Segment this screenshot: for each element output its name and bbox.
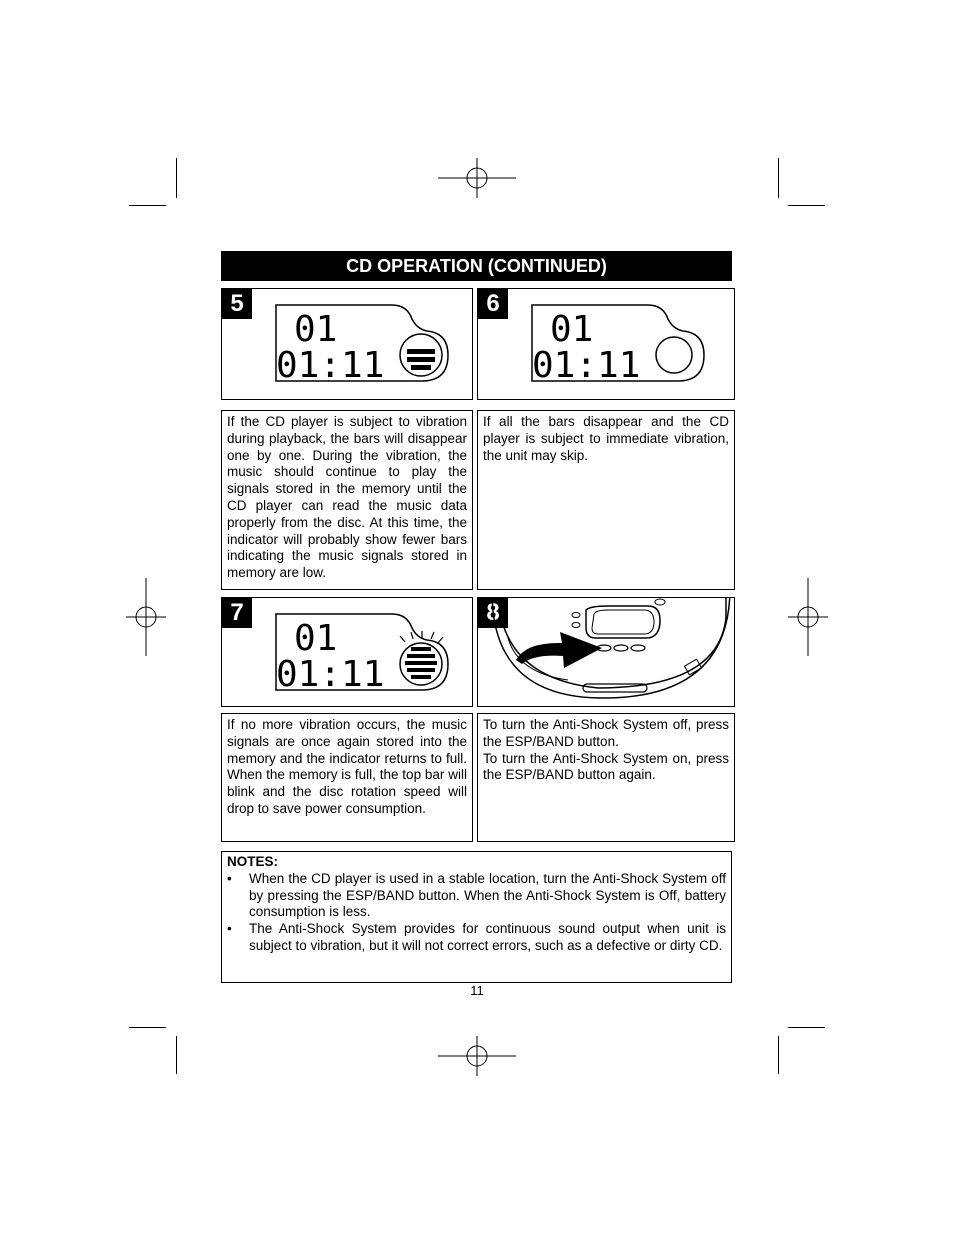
registration-mark-right-icon xyxy=(788,578,828,656)
svg-text:01: 01 xyxy=(550,309,594,350)
section-title: CD OPERATION (CONTINUED) xyxy=(221,251,732,281)
notes-box xyxy=(221,851,732,983)
registration-mark-bottom-icon xyxy=(438,1036,516,1076)
lcd-display-icon xyxy=(272,303,454,385)
lcd-track-text: 01 xyxy=(294,309,338,350)
step-6-illustration xyxy=(477,288,735,400)
step-7-illustration xyxy=(221,597,473,707)
step-8-description: To turn the Anti-Shock System off, press the ESP/BAND button. To turn the Anti-Shock System on, press the ESP/BAND button again. xyxy=(477,713,735,842)
cd-player-icon xyxy=(478,598,734,706)
svg-text:01:11: 01:11 xyxy=(276,654,385,694)
step-number-badge: 8 xyxy=(478,598,508,628)
bullet: • xyxy=(227,870,232,886)
step-number-badge: 6 xyxy=(478,289,508,319)
step-5-illustration xyxy=(221,288,473,400)
step-7-description: If no more vibration occurs, the music signals are once again stored into the memory and the indicator returns to full. When the memory is full, the top bar will blink and the disc rotation speed will drop to save power consumption. xyxy=(221,713,473,842)
notes-list xyxy=(227,871,726,955)
svg-text:01: 01 xyxy=(294,618,338,659)
list-item: • The Anti-Shock System provides for continuous sound output when unit is subject to vibration, but it will not correct errors, such as a defective or dirty CD. xyxy=(227,921,726,953)
step-8-illustration xyxy=(477,597,735,707)
svg-text:01:11: 01:11 xyxy=(532,345,641,385)
registration-mark-left-icon xyxy=(126,578,166,656)
step-6-description: If all the bars disappear and the CD player is subject to immediate vibration, the unit may skip. xyxy=(477,410,735,590)
list-item: • When the CD player is used in a stable location, turn the Anti-Shock System off by pressing the ESP/BAND button. When the Anti-Shock System is Off, battery consumption is less. xyxy=(227,870,726,920)
step-number-badge: 7 xyxy=(222,598,252,628)
registration-mark-top-icon xyxy=(438,158,516,198)
page-number: 11 xyxy=(470,983,484,998)
step-5-description: If the CD player is subject to vibration during playback, the bars will disappear one by one. During the vibration, the music should continue to play the signals stored in the memory until the CD player can read the music data properly from the disc. At this time, the indicator will probably show fewer bars indicating the music signals stored in memory are low. xyxy=(221,410,473,590)
lcd-time-text: 01:11 xyxy=(276,345,385,385)
step-number-badge: 5 xyxy=(222,289,252,319)
lcd-display-icon xyxy=(528,303,710,385)
bullet: • xyxy=(227,921,232,937)
lcd-display-icon xyxy=(272,612,454,694)
notes-title: NOTES: xyxy=(227,854,279,869)
